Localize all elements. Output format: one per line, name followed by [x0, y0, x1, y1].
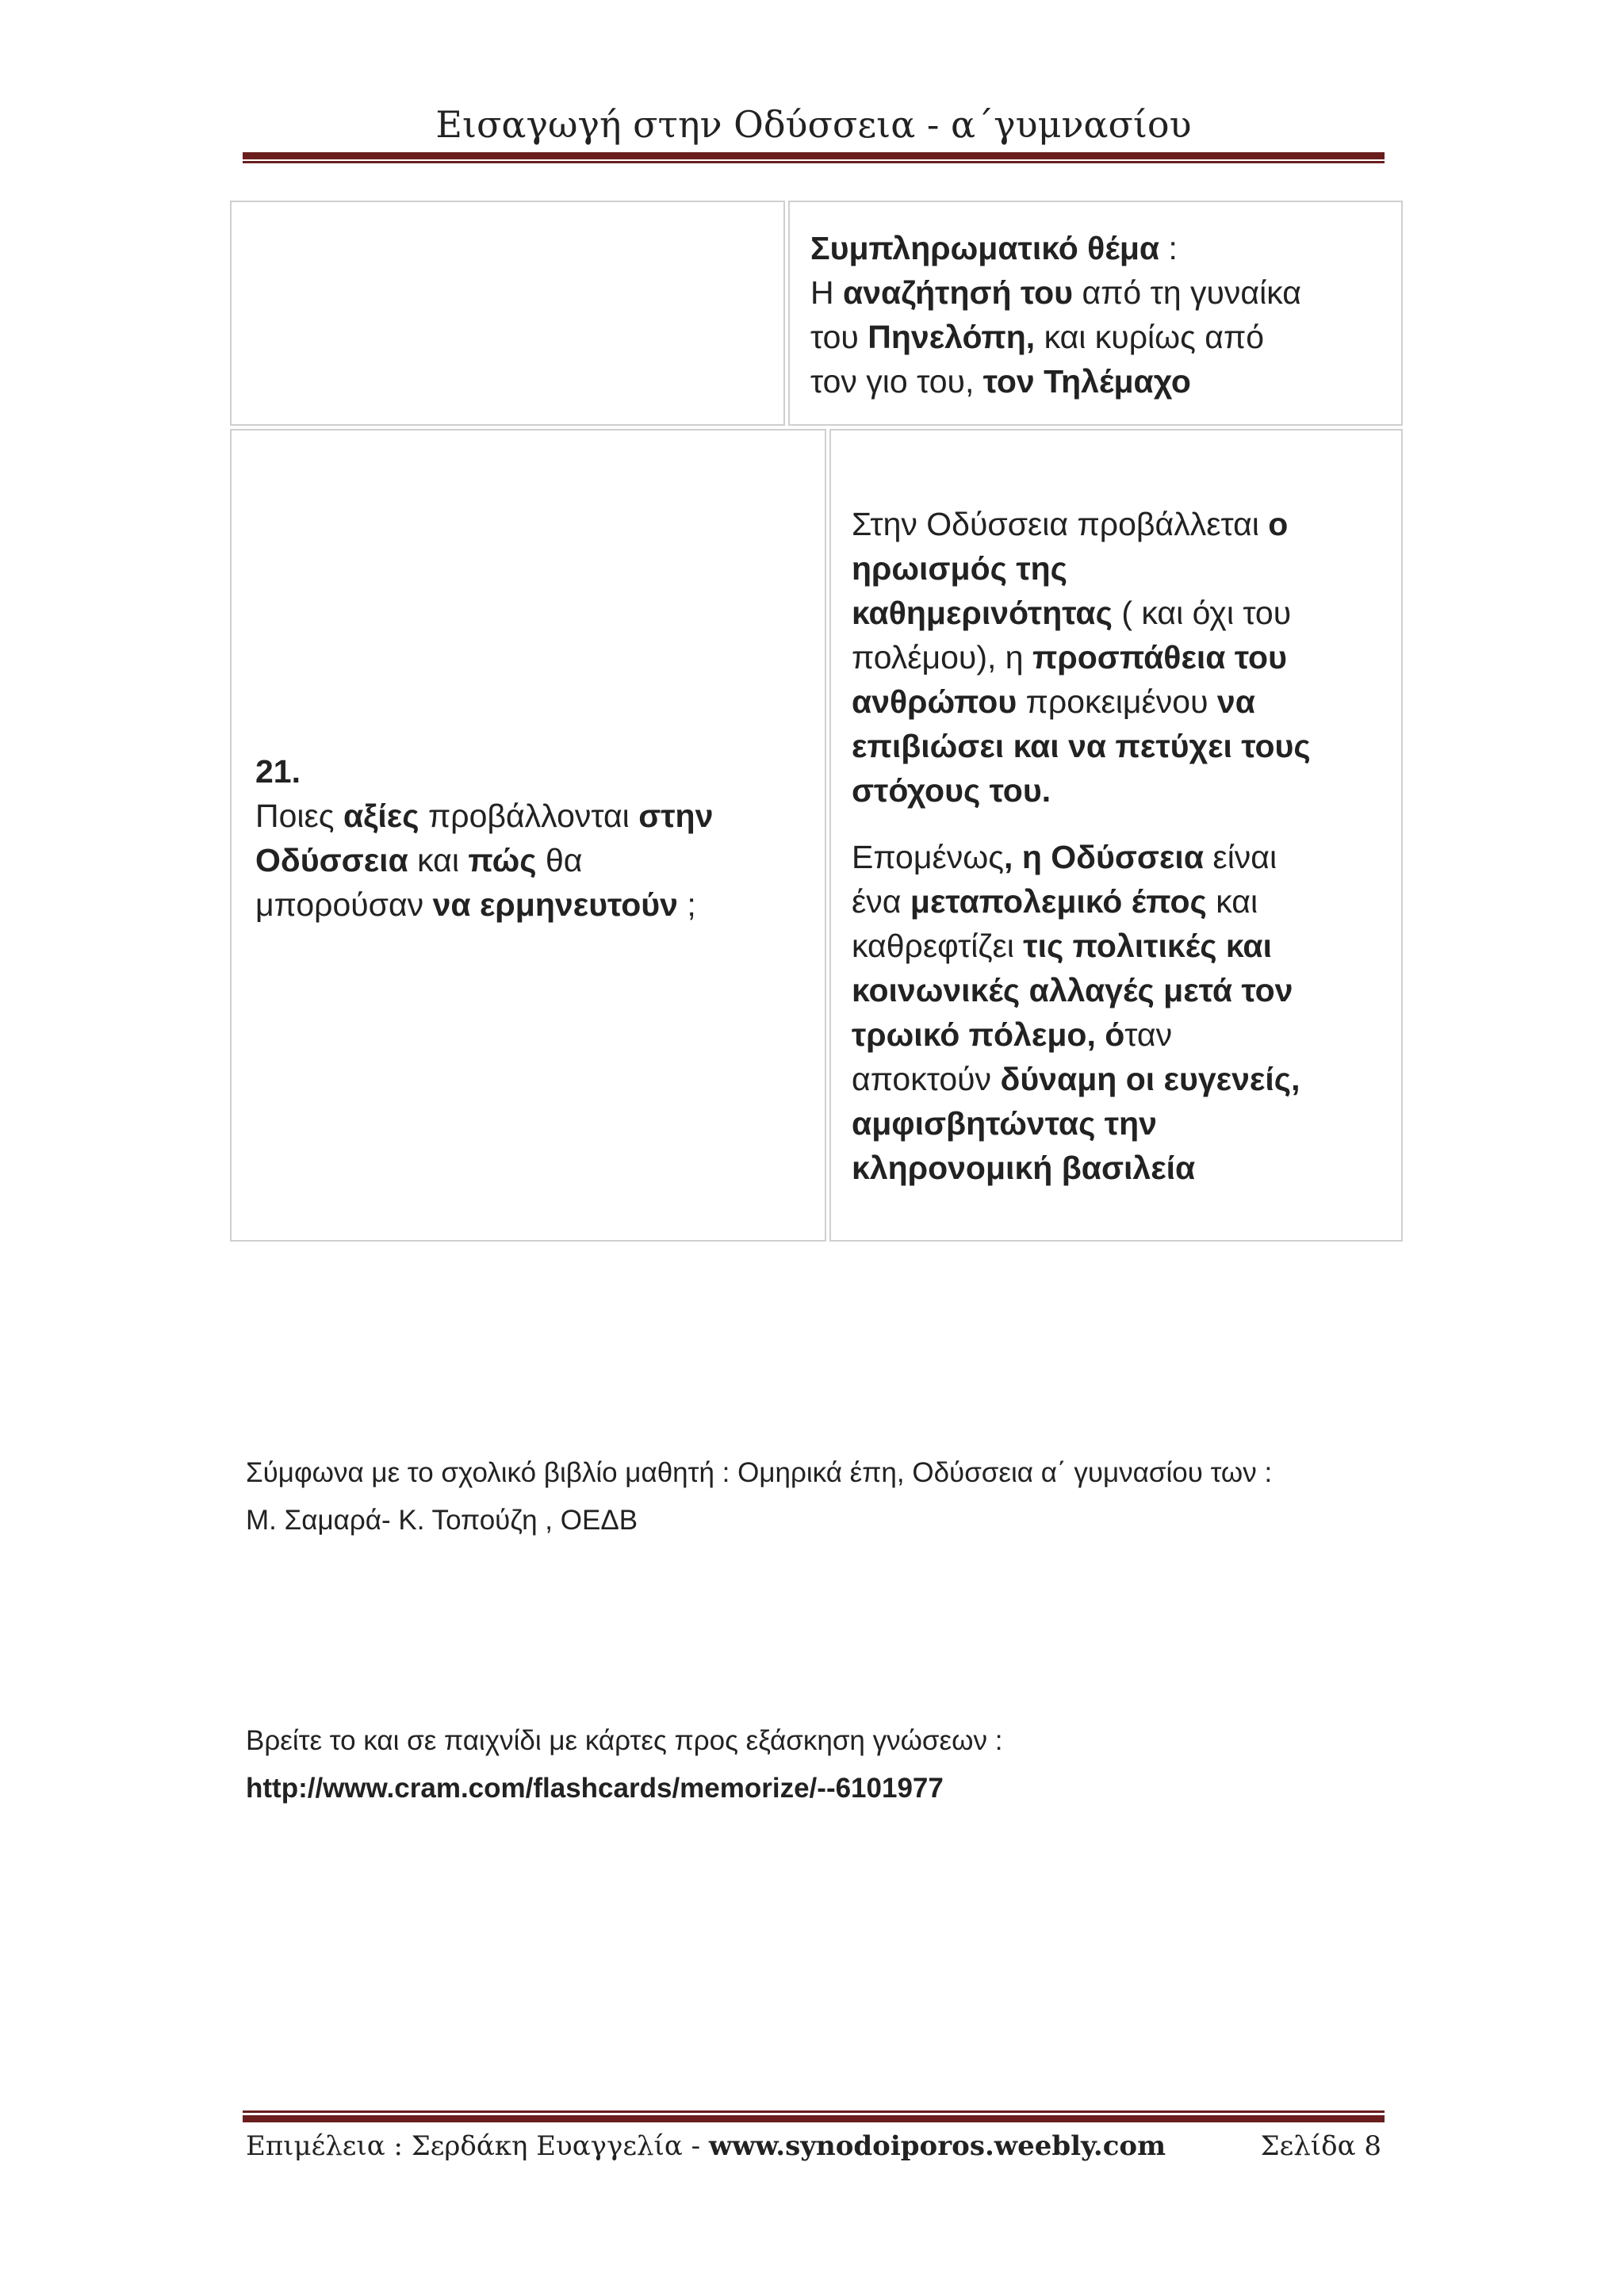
source-note: [246, 1449, 1404, 1544]
page-number: Σελίδα 8: [1260, 2130, 1381, 2162]
source-line-2: Μ. Σαμαρά- Κ. Τοπούζη , ΟΕΔΒ: [246, 1505, 638, 1536]
page-header-title: Εισαγωγή στην Οδύσσεια - α΄γυμνασίου: [435, 103, 1192, 146]
header-rule-thin: [243, 161, 1385, 163]
answer-paragraph-1: Στην Οδύσσεια προβάλλεται ο ηρωισμός της καθημερινότητας ( και όχι του πολέμου), η προσπάθεια του ανθρώπου προκειμένου να επιβιώσει και να πετύχει τους στόχους του.: [852, 506, 1311, 809]
flashcards-note: [246, 1717, 1404, 1812]
flashcards-link[interactable]: http://www.cram.com/flashcards/memorize/--6101977: [246, 1773, 944, 1804]
answer-paragraph-2: Επομένως, η Οδύσσεια είναι ένα μεταπολεμικό έπος και καθρεφτίζει τις πολιτικές και κοινωνικές αλλαγές μετά τον τρωικό πόλεμο, όταν αποκτούν δύναμη οι ευγενείς, αμφισβητώντας την κληρονομική βασιλεία: [852, 839, 1300, 1186]
flashcards-line: Βρείτε το και σε παιχνίδι με κάρτες προς εξάσκηση γνώσεων :: [246, 1725, 1003, 1756]
source-line-1: Σύμφωνα με το σχολικό βιβλίο μαθητή : Ομηρικά έπη, Οδύσσεια α΄ γυμνασίου των :: [246, 1457, 1273, 1488]
footer-credit: Επιμέλεια : Σερδάκη Ευαγγελία - www.synodoiporos.weebly.com: [246, 2130, 1166, 2162]
table-cell-empty: [230, 201, 785, 426]
footer-rule-thick: [243, 2115, 1385, 2122]
table-cell-answer: [829, 429, 1403, 1242]
table-cell-question: 21. Ποιες αξίες προβάλλονται στην Οδύσσεια και πώς θα μπορούσαν να ερμηνευτούν ;: [230, 429, 826, 1242]
footer-rule-thin: [243, 2110, 1385, 2113]
supplementary-heading: Συμπληρωματικό θέμα: [810, 230, 1160, 266]
footer-website-link[interactable]: www.synodoiporos.weebly.com: [708, 2130, 1166, 2162]
question-number: 21.: [255, 753, 301, 790]
table-cell-supplementary: Συμπληρωματικό θέμα : Η αναζήτησή του από τη γυναίκα του Πηνελόπη, και κυρίως από τον γιο του, τον Τηλέμαχο: [788, 201, 1403, 426]
header-rule-thick: [243, 152, 1385, 159]
